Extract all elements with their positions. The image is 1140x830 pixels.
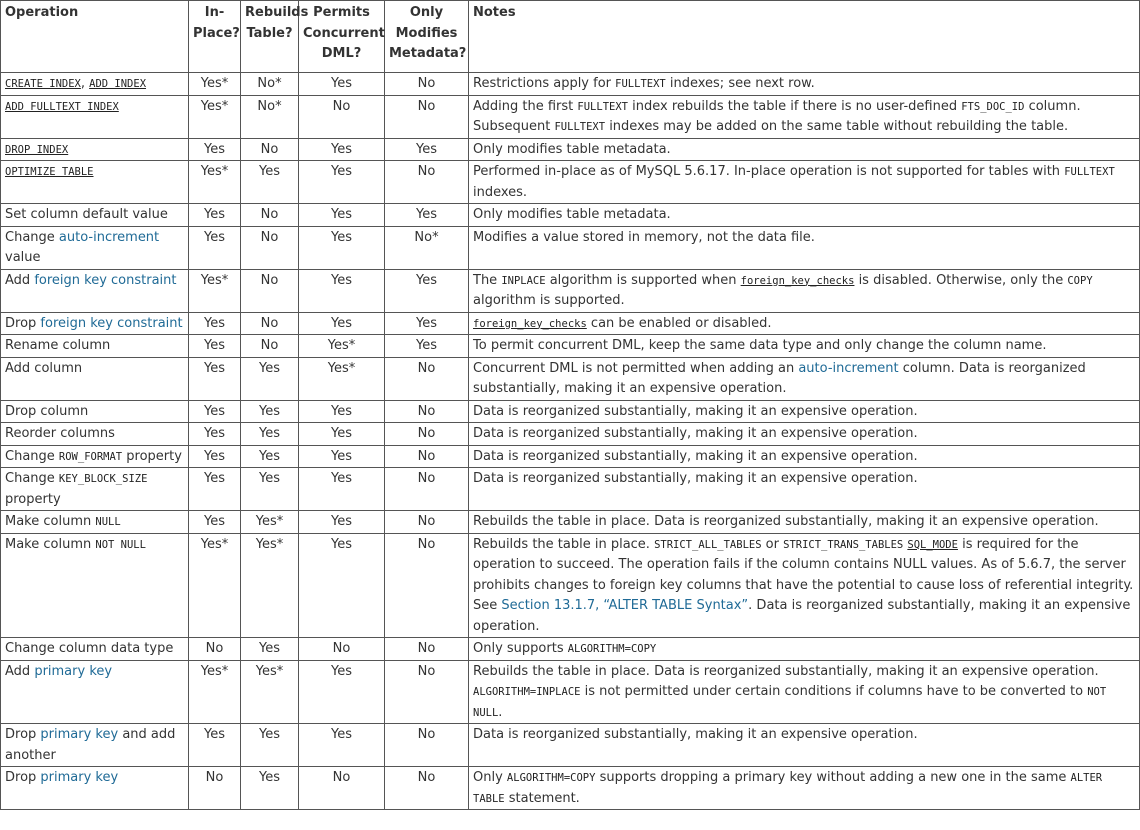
text-segment: algorithm is supported. [473,293,625,308]
text-segment: Rebuilds the table in place. Data is reorganized substantially, making it an expensive operation. [473,663,1099,679]
code-term: NOT NULL [95,538,146,551]
metadata-only-cell: No [385,638,469,661]
metadata-only-cell: No [385,400,469,423]
text-segment: Data is reorganized substantially, making it an expensive operation. [473,471,918,486]
text-segment: property [5,491,61,507]
permits-dml-cell: Yes [299,226,385,269]
operation-cell [1,724,189,767]
text-segment: Reorder columns [5,426,115,441]
metadata-only-cell: Yes [385,269,469,312]
metadata-only-cell: No [385,468,469,511]
in-place-cell: Yes [189,468,241,511]
glossary-link[interactable]: foreign key constraint [34,272,177,288]
header-row [1,1,1140,73]
in-place-cell: Yes [189,423,241,446]
metadata-only-cell: Yes [385,204,469,227]
rebuilds-table-cell: Yes* [241,511,299,534]
table-row [1,204,1140,227]
table-row [1,226,1140,269]
metadata-only-cell: No [385,445,469,468]
code-reference-link[interactable]: ADD FULLTEXT INDEX [5,100,119,113]
notes-cell [469,312,1140,335]
permits-dml-cell: Yes [299,533,385,638]
notes-cell [469,468,1140,511]
text-segment: is required for the operation to succeed. The operation fails if the column contains NULL values. As of 5.6.7, the server prohibits changes to foreign key columns that have the potential to cause loss of referential integrity. See [473,536,1134,613]
in-place-cell: Yes [189,335,241,358]
rebuilds-table-cell: Yes [241,400,299,423]
in-place-cell: Yes [189,204,241,227]
operation-cell [1,161,189,204]
rebuilds-table-cell: Yes [241,638,299,661]
text-segment: Make column [5,514,96,529]
table-row [1,638,1140,661]
table-row [1,400,1140,423]
metadata-only-cell: No [385,73,469,96]
code-reference-link[interactable]: ADD INDEX [89,78,147,90]
in-place-cell: Yes* [189,533,241,638]
in-place-cell: Yes* [189,161,241,204]
notes-cell [469,400,1140,423]
text-segment: index rebuilds the table if there is no user-defined [627,98,962,114]
rebuilds-table-cell: Yes [241,357,299,400]
code-term: COPY [1067,274,1093,287]
rebuilds-table-cell: No [241,138,299,161]
rebuilds-table-cell: Yes* [241,660,299,724]
rebuilds-table-cell: Yes [241,468,299,511]
header-operation: Operation [1,1,189,73]
permits-dml-cell: Yes* [299,357,385,400]
text-segment: Make column [5,536,96,552]
text-segment: Only modifies table metadata. [473,207,671,222]
text-segment: . [498,704,503,720]
notes-cell [469,95,1140,138]
operation-cell [1,423,189,446]
metadata-only-cell: Yes [385,312,469,335]
text-segment: property [122,448,182,464]
code-reference-link[interactable]: foreign_key_checks [740,274,855,287]
notes-cell [469,724,1140,767]
glossary-link[interactable]: Section 13.1.7, “ALTER TABLE Syntax” [501,598,749,613]
notes-cell [469,767,1140,810]
operation-cell [1,400,189,423]
text-segment: Only modifies table metadata. [473,141,671,157]
glossary-link[interactable]: auto-increment [58,229,160,245]
text-segment: . Data is reorganized substantially, making it an expensive operation. [473,598,1131,634]
operation-cell [1,511,189,534]
code-term: FULLTEXT [554,121,606,133]
table-row [1,335,1140,358]
table-row [1,73,1140,96]
operation-cell [1,138,189,161]
text-segment: indexes. [473,184,528,200]
text-segment: Modifies a value stored in memory, not the data file. [473,229,815,245]
text-segment: Data is reorganized substantially, making it an expensive operation. [473,426,918,441]
code-term: NOT NULL [473,686,1107,719]
header-notes: Notes [469,1,1140,73]
metadata-only-cell: No [385,423,469,446]
table-row [1,269,1140,312]
table-row [1,724,1140,767]
table-row [1,161,1140,204]
operation-cell [1,73,189,96]
rebuilds-table-cell: Yes [241,423,299,446]
header-in-place: In-Place? [189,1,241,73]
text-segment: Drop [5,727,41,742]
text-segment: supports dropping a primary key without adding a new one in the same [595,770,1071,785]
notes-cell [469,423,1140,446]
code-term: FULLTEXT [577,100,628,113]
text-segment: Restrictions apply for [473,76,616,91]
rebuilds-table-cell: Yes* [241,533,299,638]
header-permits-concurrent-dml: Permits Concurrent DML? [299,1,385,73]
metadata-only-cell: No* [385,226,469,269]
notes-cell [469,511,1140,534]
code-term: ALGORITHM=COPY [506,772,596,784]
rebuilds-table-cell: No* [241,73,299,96]
table-row [1,445,1140,468]
notes-cell [469,269,1140,312]
code-term: ALGORITHM=INPLACE [473,686,581,698]
metadata-only-cell: No [385,660,469,724]
text-segment: Only supports [473,641,568,656]
metadata-only-cell: No [385,724,469,767]
notes-cell [469,73,1140,96]
text-segment: Data is reorganized substantially, making it an expensive operation. [473,727,918,742]
code-term: STRICT_ALL_TABLES [654,538,762,551]
permits-dml-cell: No [299,638,385,661]
permits-dml-cell: Yes [299,138,385,161]
operation-cell [1,767,189,810]
in-place-cell: Yes [189,226,241,269]
code-term: FULLTEXT [615,78,666,90]
glossary-link[interactable]: foreign key constraint [40,315,183,331]
metadata-only-cell: Yes [385,138,469,161]
permits-dml-cell: Yes [299,511,385,534]
rebuilds-table-cell: Yes [241,161,299,204]
code-term: FTS_DOC_ID [961,100,1025,113]
table-row [1,312,1140,335]
metadata-only-cell: No [385,95,469,138]
notes-cell [469,138,1140,161]
in-place-cell: Yes [189,138,241,161]
notes-cell [469,335,1140,358]
in-place-cell: Yes [189,511,241,534]
code-term: STRICT_TRANS_TABLES [783,538,904,551]
code-term: KEY_BLOCK_SIZE [58,473,148,485]
permits-dml-cell: Yes [299,724,385,767]
in-place-cell: Yes [189,312,241,335]
in-place-cell: Yes [189,400,241,423]
text-segment: Set column default value [5,207,168,222]
code-term: INPLACE [501,274,546,287]
text-segment: The [473,272,502,288]
metadata-only-cell: No [385,767,469,810]
metadata-only-cell: No [385,357,469,400]
permits-dml-cell: Yes [299,312,385,335]
text-segment: Rename column [5,338,111,353]
permits-dml-cell: Yes [299,73,385,96]
operation-cell [1,468,189,511]
rebuilds-table-cell: No [241,335,299,358]
operation-cell [1,269,189,312]
text-segment: is disabled. Otherwise, only the [854,272,1068,288]
text-segment: indexes; see next row. [665,76,815,91]
code-reference-link[interactable]: CREATE INDEX [5,78,81,90]
operation-cell [1,660,189,724]
header-rebuilds-table: Rebuilds Table? [241,1,299,73]
text-segment: Concurrent DML is not permitted when adding an [473,360,799,376]
operation-cell [1,638,189,661]
permits-dml-cell: Yes [299,445,385,468]
table-row [1,357,1140,400]
table-row [1,468,1140,511]
permits-dml-cell: Yes [299,468,385,511]
operation-cell [1,445,189,468]
permits-dml-cell: Yes [299,161,385,204]
in-place-cell: Yes* [189,660,241,724]
notes-cell [469,660,1140,724]
in-place-cell: No [189,638,241,661]
code-reference-link[interactable]: SQL_MODE [907,538,958,551]
permits-dml-cell: Yes [299,204,385,227]
permits-dml-cell: Yes [299,660,385,724]
in-place-cell: Yes [189,724,241,767]
text-segment: To permit concurrent DML, keep the same data type and only change the column name. [473,338,1047,353]
notes-cell [469,445,1140,468]
text-segment: value [5,250,41,265]
code-term: ALTER TABLE [473,772,1103,805]
permits-dml-cell: Yes* [299,335,385,358]
operation-cell [1,204,189,227]
code-term: ROW_FORMAT [58,450,123,463]
rebuilds-table-cell: Yes [241,724,299,767]
rebuilds-table-cell: No [241,269,299,312]
rebuilds-table-cell: No [241,204,299,227]
text-segment: can be enabled or disabled. [586,315,772,331]
notes-cell [469,204,1140,227]
text-segment: column. Data is reorganized substantially, making it an expensive operation. [473,360,1086,396]
metadata-only-cell: No [385,511,469,534]
in-place-cell: Yes* [189,95,241,138]
text-segment: algorithm is supported when [545,272,741,288]
text-segment: Drop [5,315,41,331]
code-reference-link[interactable]: foreign_key_checks [473,317,587,330]
operation-cell [1,312,189,335]
text-segment: Performed in-place as of MySQL 5.6.17. In-place operation is not supported for tables with [473,164,1065,179]
permits-dml-cell: Yes [299,269,385,312]
rebuilds-table-cell: No* [241,95,299,138]
text-segment: or [761,536,784,552]
metadata-only-cell: No [385,533,469,638]
table-row [1,767,1140,810]
text-segment: column. Subsequent [473,98,1081,134]
text-segment: Change column data type [5,641,174,656]
glossary-link[interactable]: auto-increment [798,360,899,376]
table-row [1,511,1140,534]
table-row [1,95,1140,138]
in-place-cell: Yes [189,445,241,468]
code-reference-link[interactable]: OPTIMIZE TABLE [5,166,94,178]
code-term: FULLTEXT [1064,166,1115,178]
in-place-cell: Yes [189,357,241,400]
table-row [1,423,1140,446]
permits-dml-cell: Yes [299,400,385,423]
text-segment: and add another [5,727,176,763]
text-segment: Data is reorganized substantially, making it an expensive operation. [473,403,918,419]
text-segment: Drop column [5,403,89,419]
notes-cell [469,161,1140,204]
text-segment: Drop [5,770,41,785]
in-place-cell: No [189,767,241,810]
text-segment: Change [5,229,59,245]
header-only-modifies-metadata: Only Modifies Metadata? [385,1,469,73]
text-segment: , [80,76,90,91]
in-place-cell: Yes* [189,73,241,96]
code-term: ALGORITHM=COPY [567,643,657,655]
in-place-cell: Yes* [189,269,241,312]
text-segment: Change [5,471,59,486]
code-reference-link[interactable]: DROP INDEX [5,143,69,156]
rebuilds-table-cell: Yes [241,445,299,468]
rebuilds-table-cell: No [241,226,299,269]
text-segment: Adding the first [473,98,578,114]
rebuilds-table-cell: No [241,312,299,335]
text-segment: Only [473,770,507,785]
operation-cell [1,226,189,269]
notes-cell [469,357,1140,400]
table-body [1,73,1140,810]
text-segment: statement. [504,790,580,806]
text-segment: Rebuilds the table in place. Data is reorganized substantially, making it an expensive operation. [473,514,1099,529]
text-segment: Add [5,663,35,679]
permits-dml-cell: Yes [299,423,385,446]
text-segment: indexes may be added on the same table without rebuilding the table. [605,119,1069,134]
table-row [1,138,1140,161]
text-segment: Add [5,272,35,288]
operation-cell [1,357,189,400]
rebuilds-table-cell: Yes [241,767,299,810]
glossary-link[interactable]: primary key [40,770,119,785]
table-row [1,533,1140,638]
glossary-link[interactable]: primary key [40,727,119,742]
operation-cell [1,95,189,138]
text-segment: is not permitted under certain conditions if columns have to be converted to [580,684,1088,699]
glossary-link[interactable]: primary key [34,663,113,679]
permits-dml-cell: No [299,767,385,810]
notes-cell [469,533,1140,638]
permits-dml-cell: No [299,95,385,138]
metadata-only-cell: No [385,161,469,204]
text-segment: Rebuilds the table in place. [473,536,655,552]
metadata-only-cell: Yes [385,335,469,358]
notes-cell [469,226,1140,269]
text-segment: Add column [5,360,83,376]
text-segment: Data is reorganized substantially, making it an expensive operation. [473,448,918,464]
table-row [1,660,1140,724]
operation-cell [1,335,189,358]
text-segment: Change [5,448,59,464]
operation-cell [1,533,189,638]
notes-cell [469,638,1140,661]
code-term: NULL [95,516,121,528]
